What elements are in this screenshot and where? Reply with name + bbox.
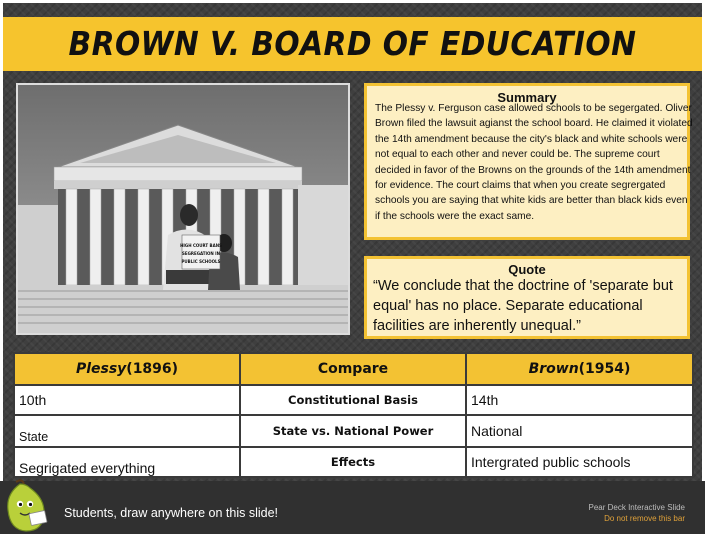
pear-deck-notice: Do not remove this bar [604,514,685,523]
plessy-cell[interactable]: State [14,415,240,447]
draw-prompt: Students, draw anywhere on this slide! [64,506,279,520]
sign-line-3: PUBLIC SCHOOLS [181,259,221,264]
pear-deck-brand: Pear Deck Interactive Slide [588,503,685,512]
pear-mascot-icon [0,478,56,534]
header-compare: Compare [240,353,466,385]
brown-cell[interactable]: Intergrated public schools [466,447,693,477]
brown-cell[interactable]: National [466,415,693,447]
header-brown [466,353,693,385]
summary-box [364,83,693,240]
title-banner [3,17,702,71]
table-header-row [14,353,693,385]
slide-title: BROWN V. BOARD OF EDUCATION [68,24,637,63]
compare-cell: Constitutional Basis [240,385,466,415]
summary-text: The Plessy v. Ferguson case allowed schools to be segergated. Oliver Brown filed the lawsuit agianst the school board. He claimed it violated the 14th amendment because the city's black and white schools were not equal to each other and never could be. The supreme court decided in favor of the Browns on the grounds of the 14th amendment for evidence. The court claims that when you create segrergated schools you are saying that white kids are better than black kids even if the schools were the exact same. [375,103,693,222]
plessy-cell[interactable]: Segrigated everything [14,447,240,477]
table-row [14,385,693,415]
header-plessy [14,353,240,385]
quote-text: “We conclude that the doctrine of 'separate but equal' has no place. Separate educational facilities are inherently unequal.” [373,278,673,334]
summary-heading: Summary [497,90,557,105]
brown-year: (1954) [578,361,631,377]
pear-deck-footer-bar [0,481,705,534]
compare-cell: Effects [240,447,466,477]
brown-name: Brown [528,361,579,377]
plessy-year: (1896) [126,361,179,377]
table-row [14,415,693,447]
comparison-table [13,352,694,478]
compare-cell: State vs. National Power [240,415,466,447]
quote-box [364,256,690,339]
plessy-cell[interactable]: 10th [14,385,240,415]
table-row [14,447,693,477]
sign-line-2: SEGREGATION IN [182,251,220,256]
quote-heading: Quote [508,262,546,277]
plessy-name: Plessy [75,361,127,377]
sign-line-1: HIGH COURT BANS [180,243,222,248]
supreme-court-photo [16,83,350,335]
brown-cell[interactable]: 14th [466,385,693,415]
slide-canvas[interactable] [3,3,702,495]
